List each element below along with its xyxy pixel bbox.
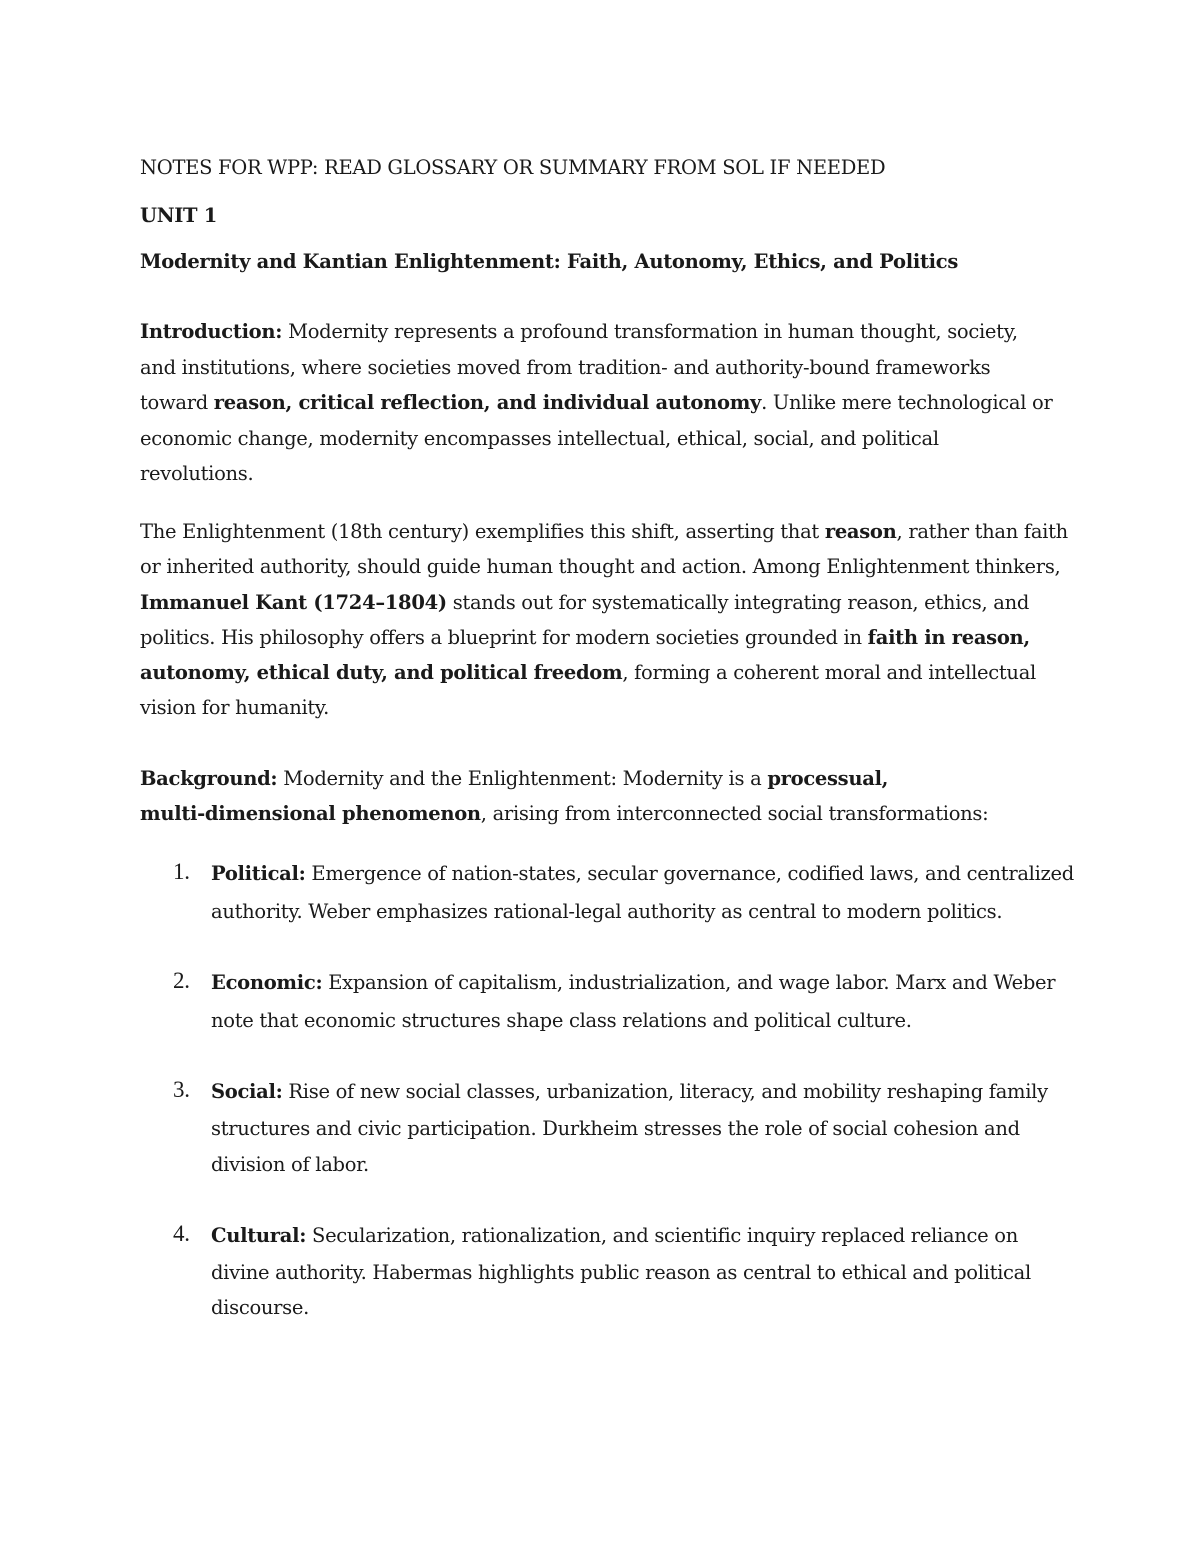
para-line: politics. His philosophy offers a blueprint for modern societies grounded in faith in reason, [140,626,1030,649]
list-line: note that economic structures shape class relations and political culture. [211,1009,912,1032]
section-title: Modernity and Kantian Enlightenment: Faith, Autonomy, Ethics, and Politics [140,250,959,273]
para-line: The Enlightenment (18th century) exemplifies this shift, asserting that reason, rather than faith [140,520,1068,543]
unit-heading: UNIT 1 [140,204,218,227]
list-number: 4. [173,1221,190,1246]
intro-line: toward reason, critical reflection, and individual autonomy. Unlike mere technological or [140,391,1053,414]
list-line: Economic: Expansion of capitalism, industrialization, and wage labor. Marx and Weber [211,971,1056,994]
list-number: 2. [173,968,190,993]
para-line: or inherited authority, should guide human thought and action. Among Enlightenment thinkers, [140,555,1061,578]
list-line: authority. Weber emphasizes rational-legal authority as central to modern politics. [211,900,1003,923]
intro-line: economic change, modernity encompasses intellectual, ethical, social, and political [140,427,939,450]
list-line: structures and civic participation. Durkheim stresses the role of social cohesion and [211,1117,1020,1140]
list-number: 3. [173,1077,190,1102]
list-line: Social: Rise of new social classes, urbanization, literacy, and mobility reshaping family [211,1080,1048,1103]
intro-line: Introduction: Modernity represents a profound transformation in human thought, society, [140,320,1018,343]
para-line: Immanuel Kant (1724–1804) stands out for systematically integrating reason, ethics, and [140,591,1030,614]
list-line: divine authority. Habermas highlights public reason as central to ethical and political [211,1261,1031,1284]
list-line: discourse. [211,1296,310,1319]
para-line: vision for humanity. [140,696,329,719]
intro-label: Introduction: [140,320,283,343]
background-label: Background: [140,767,278,790]
background-line: Background: Modernity and the Enlightenment: Modernity is a processual, [140,767,889,790]
list-line: Cultural: Secularization, rationalization, and scientific inquiry replaced reliance on [211,1224,1018,1247]
intro-line: revolutions. [140,462,254,485]
background-line: multi-dimensional phenomenon, arising from interconnected social transformations: [140,802,989,825]
list-line: division of labor. [211,1153,369,1176]
list-number: 1. [173,859,190,884]
header-line: NOTES FOR WPP: READ GLOSSARY OR SUMMARY FROM SOL IF NEEDED [140,156,886,179]
para-line: autonomy, ethical duty, and political freedom, forming a coherent moral and intellectual [140,661,1036,684]
list-line: Political: Emergence of nation-states, secular governance, codified laws, and centralized [211,862,1074,885]
intro-line: and institutions, where societies moved from tradition- and authority-bound frameworks [140,356,991,379]
